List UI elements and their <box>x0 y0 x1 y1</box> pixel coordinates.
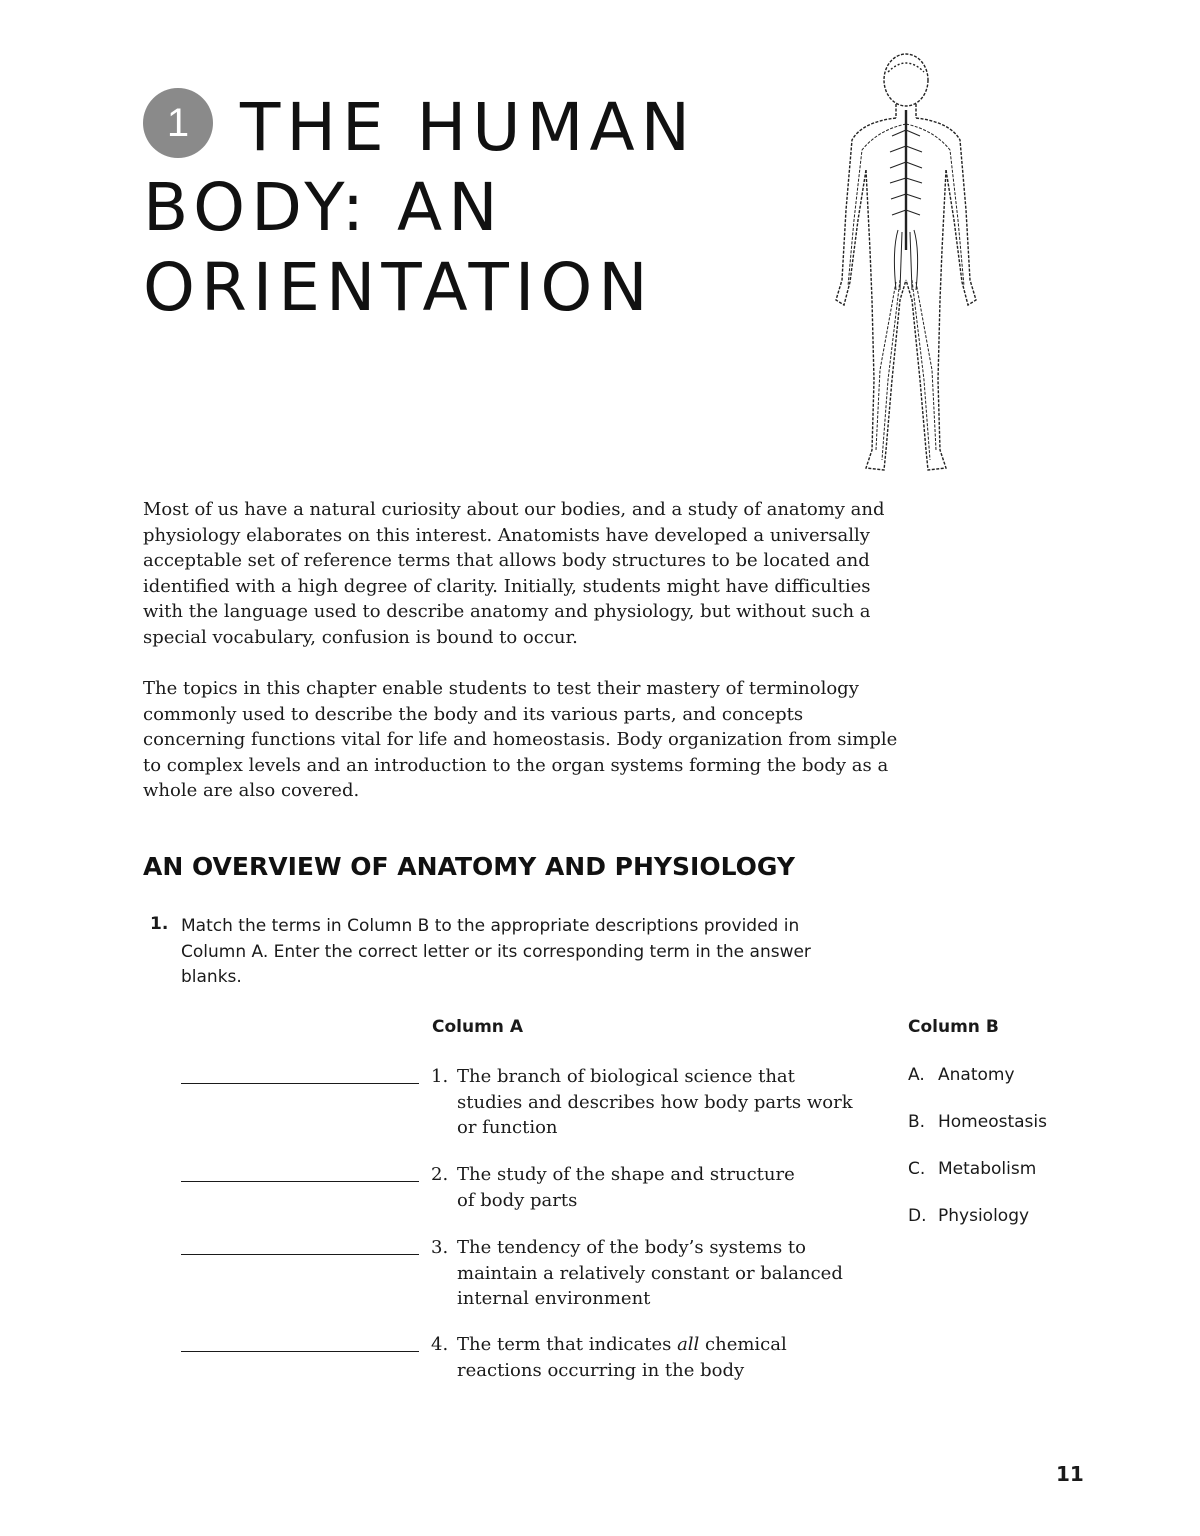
chapter-title-line-1: THE HUMAN <box>240 89 697 166</box>
column-b-term <box>908 1110 1047 1134</box>
question-number: 1. <box>150 914 169 934</box>
column-a-item-text-emphasis: all <box>677 1334 700 1355</box>
column-a-item-number: 3. <box>431 1237 449 1258</box>
column-a-item-text-part: chemical reactions occurring in the body <box>457 1334 787 1381</box>
column-a-item-number: 2. <box>431 1164 449 1185</box>
term-letter: C. <box>908 1159 926 1179</box>
chapter-title-line-2: BODY: AN <box>143 169 504 246</box>
column-a-item-text-part: The term that indicates <box>457 1334 678 1355</box>
column-a-item-number: 1. <box>431 1066 449 1087</box>
column-a-item-text: The tendency of the body’s systems to maintain a relatively constant or balanced internal environment <box>457 1237 843 1309</box>
intro-paragraph-1: Most of us have a natural curiosity about our bodies, and a study of anatomy and physiology elaborates on this interest. Anatomists have developed a universally acceptable set of reference terms that allows body structures to be located and identified with a high degree of clarity. Initially, students might have difficulties with the language used to describe anatomy and physiology, but without such a special vocabulary, confusion is bound to occur. <box>143 499 885 648</box>
column-a-item-text: The study of the shape and structure of body parts <box>457 1164 795 1211</box>
column-b-term <box>908 1157 1036 1181</box>
human-nervous-system-illustration <box>822 50 990 485</box>
term-letter: D. <box>908 1206 927 1226</box>
page-number: 11 <box>1056 1462 1084 1486</box>
column-b-term <box>908 1063 1015 1087</box>
answer-blank-2[interactable] <box>181 1181 419 1182</box>
column-a-heading: Column A <box>432 1017 523 1037</box>
term-name: Anatomy <box>938 1065 1015 1085</box>
column-b-term <box>908 1204 1029 1228</box>
term-name: Metabolism <box>938 1159 1037 1179</box>
column-a-item-number: 4. <box>431 1334 449 1355</box>
column-a-item-text: The branch of biological science that studies and describes how body parts work or function <box>457 1066 853 1138</box>
column-a-item-text <box>457 1332 817 1383</box>
intro-paragraph-2: The topics in this chapter enable students to test their mastery of terminology commonly used to describe the body and its various parts, and concepts concerning functions vital for life and homeostasis. Body organization from simple to complex levels and an introduction to the organ systems forming the body as a whole are also covered. <box>143 678 898 801</box>
question-text: Match the terms in Column B to the appropriate descriptions provided in Column A. Enter the correct letter or its corresponding term in the answer blanks. <box>181 916 811 987</box>
term-name: Homeostasis <box>938 1112 1047 1132</box>
term-letter: B. <box>908 1112 926 1132</box>
chapter-number-badge: 1 <box>143 88 213 158</box>
answer-blank-1[interactable] <box>181 1083 419 1084</box>
chapter-title-line-3: ORIENTATION <box>143 249 654 326</box>
answer-blank-4[interactable] <box>181 1351 419 1352</box>
term-letter: A. <box>908 1065 925 1085</box>
section-heading: AN OVERVIEW OF ANATOMY AND PHYSIOLOGY <box>143 852 795 881</box>
answer-blank-3[interactable] <box>181 1254 419 1255</box>
term-name: Physiology <box>938 1206 1030 1226</box>
column-b-heading: Column B <box>908 1017 999 1037</box>
